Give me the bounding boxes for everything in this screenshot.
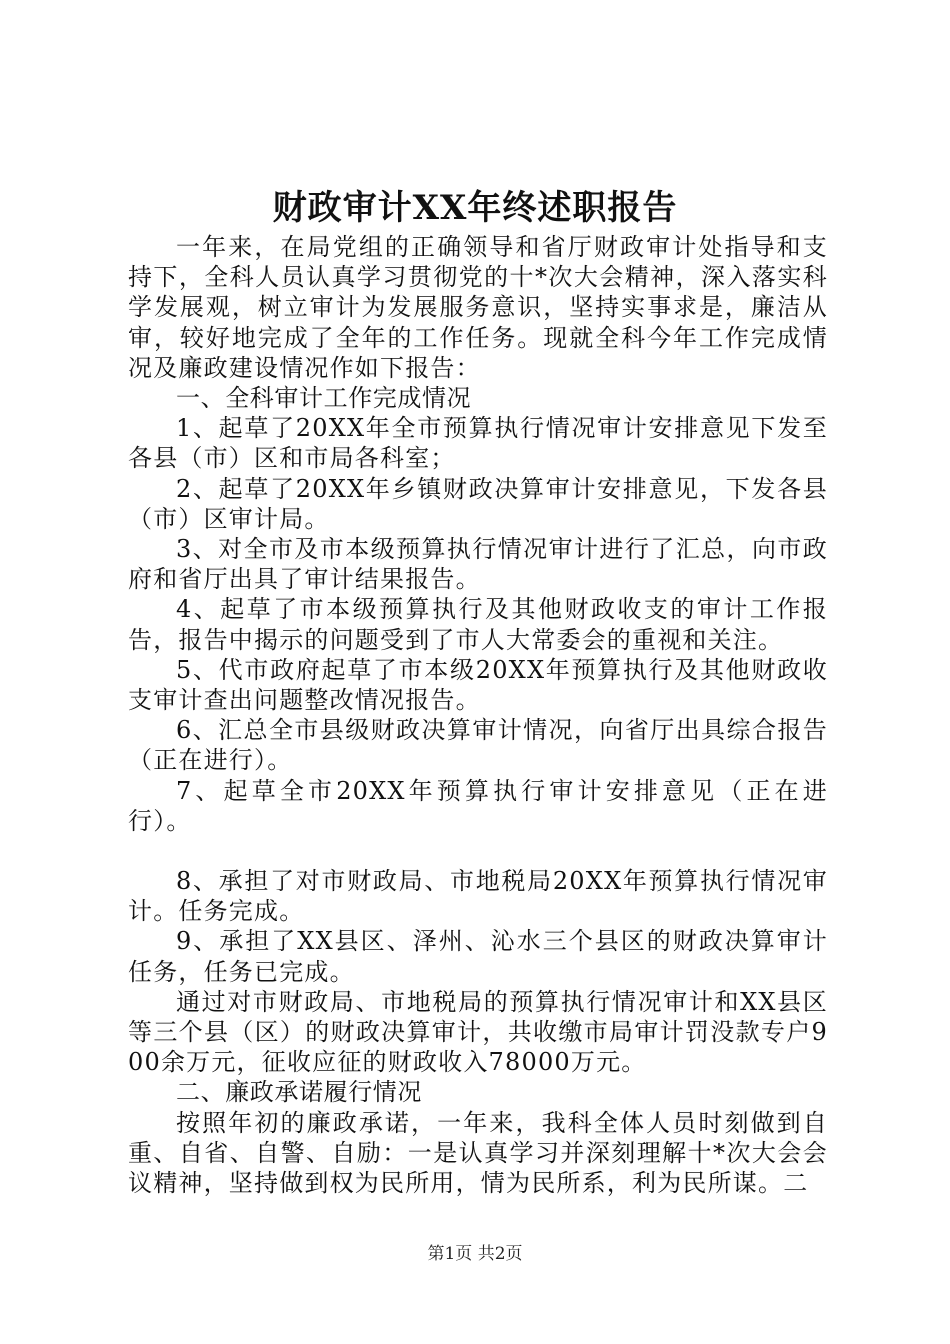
section-heading-audit-work: 一、全科审计工作完成情况 [176,384,472,413]
integrity-paragraph: 按照年初的廉政承诺，一年来，我科全体人员时刻做到自重、自省、自警、自励：一是认真学习并深刻理解十*次大会会议精神，坚持做到权为民所用，情为民所系，利为民所谋。二 [128,1108,828,1198]
list-item-5: 5、代市政府起草了市本级20XX年预算执行及其他财政收支审计查出问题整改情况报告。 [128,655,828,715]
intro-paragraph: 一年来，在局党组的正确领导和省厅财政审计处指导和支持下，全科人员认真学习贯彻党的十*次大会精神，深入落实科学发展观，树立审计为发展服务意识，坚持实事求是，廉洁从审，较好地完成了全年的工作任务。现就全科今年工作完成情况及廉政建设情况作如下报告： [128,233,828,382]
document-title: 财政审计XX年终述职报告 [272,188,678,228]
list-item-8: 8、承担了对市财政局、市地税局20XX年预算执行情况审计。任务完成。 [128,867,828,926]
list-item-7: 7、起草全市20XX年预算执行审计安排意见（正在进行）。 [128,776,828,835]
list-item-2: 2、起草了20XX年乡镇财政决算审计安排意见，下发各县（市）区审计局。 [128,474,828,533]
list-item-4: 4、起草了市本级预算执行及其他财政收支的审计工作报告，报告中揭示的问题受到了市人大常委会的重视和关注。 [128,595,828,654]
list-item-3: 3、对全市及市本级预算执行情况审计进行了汇总，向市政府和省厅出具了审计结果报告。 [128,535,828,594]
page-footer: 第1页 共2页 [427,1244,523,1264]
blank-line [128,836,828,866]
list-item-9: 9、承担了XX县区、泽州、沁水三个县区的财政决算审计任务，任务已完成。 [128,927,828,986]
document-body [128,232,828,1198]
list-item-1: 1、起草了20XX年全市预算执行情况审计安排意见下发至各县（市）区和市局各科室； [128,414,828,473]
section-heading-integrity: 二、廉政承诺履行情况 [176,1078,422,1107]
list-item-6: 6、汇总全市县级财政决算审计情况，向省厅出具综合报告（正在进行）。 [128,716,828,775]
summary-paragraph: 通过对市财政局、市地税局的预算执行情况审计和XX县区等三个县（区）的财政决算审计，共收缴市局审计罚没款专户900余万元，征收应征的财政收入78000万元。 [128,987,828,1077]
